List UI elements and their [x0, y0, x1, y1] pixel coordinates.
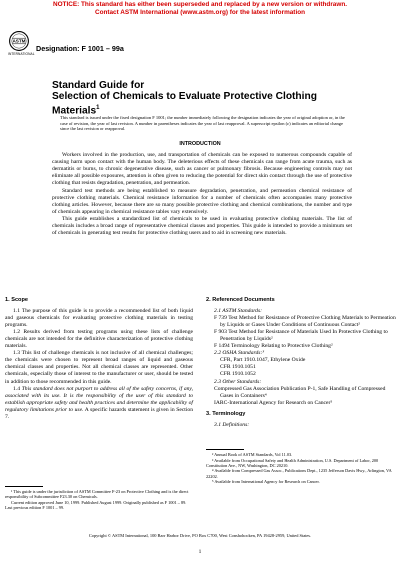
introduction — [52, 152, 352, 238]
reference-item: CFR, Part 1910.1047, Ethylene Oxide — [220, 357, 306, 364]
reference-item: Compressed Gas Association Publication P-1, Safe Handling of Compressed Gases in Containers⁴ — [214, 385, 386, 399]
footnote: ⁵ Available from International Agency for Research on Cancer. — [212, 479, 320, 485]
introduction-heading: INTRODUCTION — [179, 141, 221, 147]
reference-item: F 903 Test Method for Resistance of Materials Used In Protective Clothing to Penetration by Liquids² — [214, 329, 388, 343]
designation: Designation: F 1001 – 99a — [36, 44, 124, 53]
title-line-3-text: Materials — [52, 105, 97, 117]
title-line-2: Selection of Chemicals to Evaluate Protective Clothing — [52, 91, 317, 103]
right-column — [206, 297, 396, 429]
reference-item: CFR 1910.1051 — [220, 364, 256, 371]
footnotes-right — [206, 452, 396, 485]
scope-paragraph: 1.2 Results derived from testing programs using these lists of challenge chemicals are not intended for the definitive characterization of protective clothing materials. — [5, 329, 193, 350]
scope-heading: 1. Scope — [5, 297, 29, 303]
osha-standards-heading: 2.2 OSHA Standards:³ — [214, 350, 265, 357]
reference-item: F 739 Test Method for Resistance of Protective Clothing Materials to Permeation by Liquids or Gases Under Conditions of Continuous Contact² — [214, 315, 396, 329]
astm-standards-heading: 2.1 ASTM Standards: — [214, 308, 263, 315]
astm-logo — [8, 31, 35, 56]
other-standards-heading: 2.3 Other Standards: — [214, 378, 262, 385]
intro-paragraph: Workers involved in the production, use, and transportation of chemicals can be exposed to numerous compounds capable of causing harm upon contact with the human body. The deleterious effects of these chemicals can range from acute trauma, such as dermatitis or burns, to chronic degenerative disease, such as cancer or pulmonary fibrosis. Because engineering controls may not eliminate all possible exposures, attention is often given to reducing the potential for direct skin contact through the use of protective clothing that resists degradation, penetration, and permeation. — [52, 152, 352, 187]
footnote: ² Annual Book of ASTM Standards, Vol 11.03. — [212, 452, 293, 457]
copyright-line: Copyright © ASTM International, 100 Barr Harbor Drive, PO Box C700, West Conshohocken, PA 19428-2959, United States. — [88, 533, 312, 538]
references-heading: 2. Referenced Documents — [206, 297, 275, 303]
safety-caveat: This standard does not purport to address all of the safety concerns, if any, associated with its use. It is the responsibility of the user of this standard to establish appropriate safety and health practices and determine the applicability of regulatory limitations prior to use. — [5, 385, 193, 413]
astm-logo-icon — [8, 31, 30, 51]
reference-item: CFR 1910.1052 — [220, 371, 256, 378]
notice-line-1: NOTICE: This standard has either been superseded and replaced by a new version or withdrawn. — [52, 1, 348, 8]
scope-paragraph: 1.3 This list of challenge chemicals is not inclusive of all chemical challenges; the chemicals were chosen to represent broad ranges of liquid and gaseous chemical classes and properties. Not all chemical classes are represented. Other chemicals, especially those of interest to the manufacturer or user, should be tested in addition to those recommended in this guide. — [5, 350, 193, 385]
title-line-1: Standard Guide for — [52, 80, 145, 91]
scope-p4-lead: 1.4 — [13, 385, 22, 392]
footnote: ¹ This guide is under the jurisdiction of ASTM Committee F-23 on Protective Clothing and is the direct responsibility of Subcommittee F23.30 on Chemicals. — [5, 489, 189, 500]
issued-note: This standard is issued under the fixed designation F 1001; the number immediately following the designation indicates the year of original adoption or, in the case of revision, the year of last revision. A number in parentheses indicates the year of last reapproval. A superscript epsilon (ε) indicates an editorial change since the last revision or reapproval. — [60, 115, 345, 132]
reference-item: IARC-International Agency for Research on Cancer⁵ — [214, 399, 333, 406]
footnote: Current edition approved June 10, 1999. Published August 1999. Originally published as F 1001 – 89. Last previous edition F 1001 – 99. — [5, 499, 187, 510]
footnote: ³ Available from Occupational Safety and Health Administration, U.S. Department of Labor, 200 Constitution Ave., NW, Washington, DC 20210. — [206, 457, 379, 468]
scope-paragraph: 1.1 The purpose of this guide is to provide a recommended list of both liquid and gaseous chemicals for evaluating protective clothing materials in testing programs. — [5, 308, 193, 329]
footnote-rule — [206, 449, 244, 450]
footnote-rule — [5, 486, 43, 487]
terminology-heading: 3. Terminology — [206, 410, 246, 417]
supersede-notice — [0, 0, 400, 16]
definitions-heading: 3.1 Definitions: — [214, 421, 250, 428]
intro-paragraph: This guide establishes a standardized list of chemicals to be used in evaluating protective clothing materials. The list of chemicals includes a broad range of representative chemical classes and properties. This guide is intended to provide a minimum set of chemicals in generating test results for protective clothing users and to aid in screening new materials. — [52, 216, 352, 237]
footnote: ⁴ Available from Compressed Gas Assoc., Publications Dept., 1235 Jefferson Davis Hwy., Arlington, VA 22202. — [206, 468, 392, 479]
page-number: 1 — [198, 549, 202, 555]
logo-mark-text: ASTM — [12, 38, 26, 44]
document-title — [52, 80, 352, 117]
footnotes-left — [5, 489, 193, 511]
intro-paragraph: Standard test methods are being established to measure degradation, penetration, and permeation chemical resistance of protective clothing materials. Chemical resistance information for a number of chemicals often accompanies many protective clothing articles. However, because there are so many possible protective clothing and chemical combinations, the number and type of chemicals appearing in chemical resistance tables vary extensively. — [52, 187, 352, 215]
left-column — [5, 297, 193, 421]
reference-item: F 1494 Terminology Relating to Protective Clothing² — [214, 343, 333, 350]
logo-label: INTERNATIONAL — [8, 52, 35, 56]
notice-line-2: Contact ASTM International (www.astm.org) for the latest information — [94, 8, 306, 16]
title-footnote-mark: 1 — [96, 104, 100, 111]
scope-paragraph-safety — [5, 386, 193, 421]
scope-p4-tail: A specific hazards statement is given in Section 7. — [5, 406, 194, 420]
